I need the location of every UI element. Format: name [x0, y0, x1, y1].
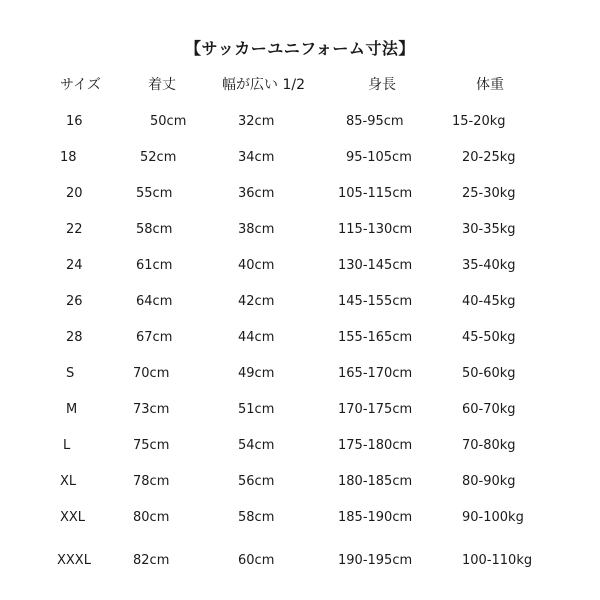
cell-height: 130-145cm [338, 258, 413, 273]
cell-height: 165-170cm [338, 366, 413, 381]
cell-half-width: 32cm [238, 114, 275, 129]
cell-weight: 70-80kg [462, 438, 516, 453]
cell-half-width: 38cm [238, 222, 275, 237]
header-half-width: 幅が広い 1/2 [222, 77, 305, 93]
cell-weight: 20-25kg [462, 150, 516, 165]
cell-weight: 50-60kg [462, 366, 516, 381]
cell-size: M [66, 402, 78, 417]
header-size: サイズ [60, 77, 101, 93]
cell-length: 55cm [136, 186, 173, 201]
cell-weight: 25-30kg [462, 186, 516, 201]
cell-height: 115-130cm [338, 222, 413, 237]
cell-size: L [63, 438, 71, 453]
cell-half-width: 40cm [238, 258, 275, 273]
cell-half-width: 44cm [238, 330, 275, 345]
header-length: 着丈 [148, 77, 176, 93]
cell-size: 22 [66, 222, 83, 237]
cell-height: 155-165cm [338, 330, 413, 345]
cell-weight: 15-20kg [452, 114, 506, 129]
cell-length: 70cm [133, 366, 170, 381]
header-height: 身長 [368, 77, 396, 93]
cell-half-width: 56cm [238, 474, 275, 489]
cell-size: 28 [66, 330, 83, 345]
cell-length: 82cm [133, 553, 170, 568]
cell-size: 26 [66, 294, 83, 309]
cell-half-width: 60cm [238, 553, 275, 568]
cell-length: 64cm [136, 294, 173, 309]
cell-half-width: 34cm [238, 150, 275, 165]
cell-half-width: 51cm [238, 402, 275, 417]
header-weight: 体重 [476, 77, 504, 93]
cell-length: 80cm [133, 510, 170, 525]
cell-length: 61cm [136, 258, 173, 273]
cell-half-width: 42cm [238, 294, 275, 309]
cell-size: XXXL [57, 553, 91, 568]
cell-weight: 45-50kg [462, 330, 516, 345]
cell-half-width: 54cm [238, 438, 275, 453]
cell-weight: 80-90kg [462, 474, 516, 489]
cell-weight: 90-100kg [462, 510, 524, 525]
cell-weight: 60-70kg [462, 402, 516, 417]
cell-height: 190-195cm [338, 553, 413, 568]
cell-weight: 100-110kg [462, 553, 533, 568]
cell-height: 180-185cm [338, 474, 413, 489]
cell-half-width: 36cm [238, 186, 275, 201]
cell-length: 58cm [136, 222, 173, 237]
page-title: 【サッカーユニフォーム寸法】 [185, 39, 415, 58]
cell-height: 175-180cm [338, 438, 413, 453]
cell-height: 85-95cm [346, 114, 404, 129]
cell-size: 16 [66, 114, 83, 129]
cell-size: 24 [66, 258, 83, 273]
cell-size: 20 [66, 186, 83, 201]
cell-length: 67cm [136, 330, 173, 345]
cell-height: 170-175cm [338, 402, 413, 417]
cell-size: XXL [60, 510, 86, 525]
cell-size: 18 [60, 150, 77, 165]
cell-weight: 35-40kg [462, 258, 516, 273]
cell-half-width: 58cm [238, 510, 275, 525]
cell-half-width: 49cm [238, 366, 275, 381]
cell-weight: 30-35kg [462, 222, 516, 237]
cell-size: XL [60, 474, 77, 489]
cell-height: 185-190cm [338, 510, 413, 525]
cell-length: 73cm [133, 402, 170, 417]
cell-size: S [66, 366, 75, 381]
cell-length: 75cm [133, 438, 170, 453]
cell-weight: 40-45kg [462, 294, 516, 309]
cell-height: 145-155cm [338, 294, 413, 309]
cell-length: 78cm [133, 474, 170, 489]
cell-height: 95-105cm [346, 150, 412, 165]
cell-length: 50cm [150, 114, 187, 129]
cell-height: 105-115cm [338, 186, 413, 201]
cell-length: 52cm [140, 150, 177, 165]
